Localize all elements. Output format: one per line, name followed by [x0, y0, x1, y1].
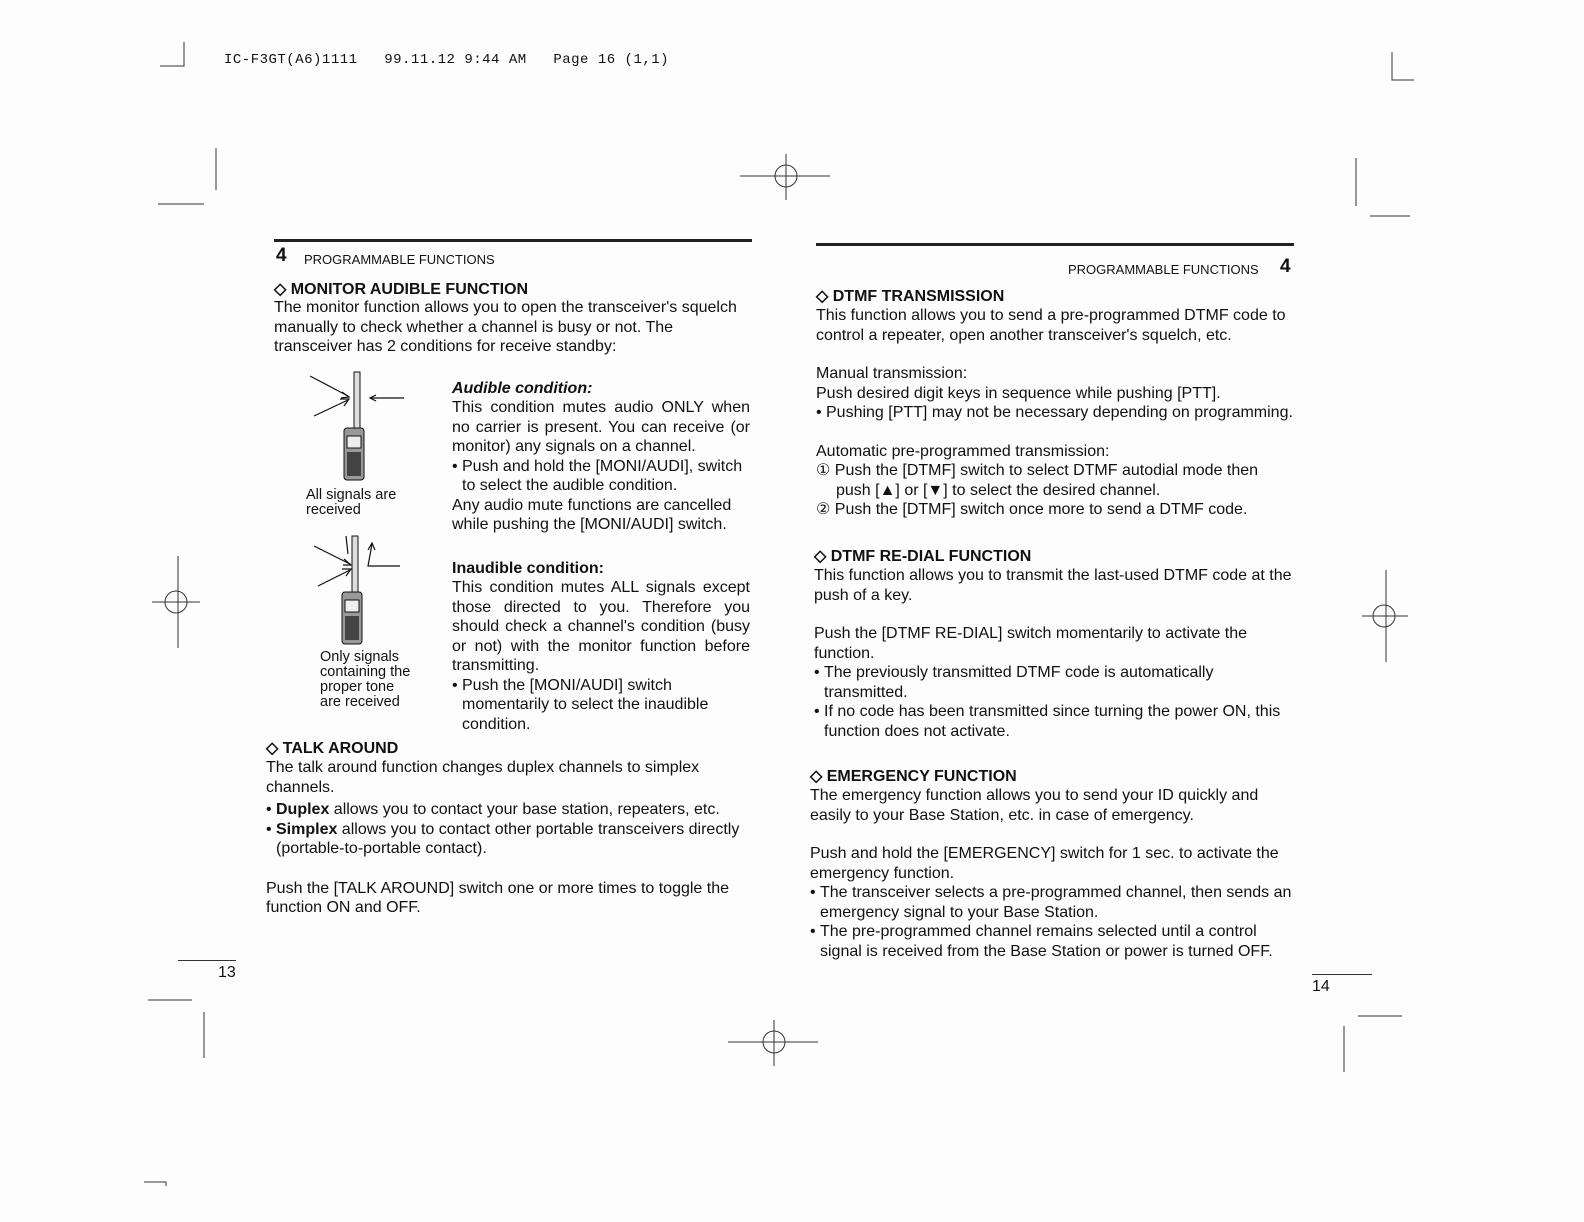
- dtmf-step-1: ① Push the [DTMF] switch to select DTMF autodial mode then push [▲] or [▼] to select the desired channel.: [816, 462, 1259, 499]
- chapter-title: PROGRAMMABLE FUNCTIONS: [304, 252, 495, 267]
- dtmf-manual-bullet: • Pushing [PTT] may not be necessary depending on programming.: [816, 403, 1294, 423]
- dtmf-step-2: ② Push the [DTMF] switch once more to send a DTMF code.: [816, 501, 1248, 518]
- dtmf-manual-text: Push desired digit keys in sequence while pushing [PTT].: [816, 384, 1221, 402]
- simplex-term: Simplex: [276, 820, 338, 838]
- redial-bullet-2: • If no code has been transmitted since turning the power ON, this function does not activate.: [814, 702, 1294, 741]
- folio-rule-right: [1312, 974, 1372, 975]
- duplex-text: allows you to contact your base station, repeaters, etc.: [329, 801, 720, 818]
- inaudible-condition-heading: Inaudible condition:: [452, 560, 604, 577]
- page-number-left: 13: [218, 964, 236, 981]
- page-number-right: 14: [1312, 978, 1330, 995]
- talk-around-bullet-duplex: [266, 800, 750, 820]
- audible-condition-note: Any audio mute functions are cancelled while pushing the [MONI/AUDI] switch.: [452, 496, 732, 533]
- header-rule-right: [816, 243, 1294, 246]
- radio-illustration-inaudible: [312, 534, 412, 646]
- figure-caption-audible: All signals are received: [306, 487, 397, 518]
- simplex-text: allows you to contact other portable transceivers directly (portable-to-portable contact).: [276, 820, 740, 857]
- figure-caption-inaudible: Only signals containing the proper tone are received: [320, 649, 411, 710]
- talk-around-bullet-simplex: [266, 820, 750, 859]
- section-heading-redial: ◇ DTMF RE-DIAL FUNCTION: [814, 548, 1032, 565]
- chapter-number-right: 4: [1280, 256, 1291, 277]
- duplex-term: Duplex: [276, 801, 330, 818]
- emergency-bullet-1: • The transceiver selects a pre-programmed channel, then sends an emergency signal to your Base Station.: [810, 883, 1292, 922]
- dtmf-intro: This function allows you to send a pre-programmed DTMF code to control a repeater, open another transceiver's squelch, etc.: [816, 307, 1286, 344]
- audible-condition-bullet: • Push and hold the [MONI/AUDI], switch to select the audible condition.: [452, 457, 750, 496]
- redial-text: Push the [DTMF RE-DIAL] switch momentarily to activate the function.: [814, 625, 1248, 662]
- print-slug: IC-F3GT(A6)1111 99.11.12 9:44 AM Page 16 (1,1): [224, 52, 670, 68]
- monitor-intro: The monitor function allows you to open the transceiver's squelch manually to check whether a channel is busy or not. The transceiver has 2 conditions for receive standby:: [274, 299, 737, 355]
- chapter-number: 4: [276, 245, 287, 266]
- redial-bullet-1: • The previously transmitted DTMF code is automatically transmitted.: [814, 663, 1294, 702]
- talk-around-closing: Push the [TALK AROUND] switch one or more times to toggle the function ON and OFF.: [266, 879, 730, 916]
- redial-intro: This function allows you to transmit the last-used DTMF code at the push of a key.: [814, 567, 1292, 604]
- emergency-intro: The emergency function allows you to send your ID quickly and easily to your Base Station, etc. in case of emergency.: [810, 787, 1259, 824]
- emergency-bullet-2: • The pre-programmed channel remains selected until a control signal is received from the Base Station or power is turned OFF.: [810, 922, 1292, 961]
- talk-around-intro: The talk around function changes duplex channels to simplex channels.: [266, 759, 700, 796]
- dtmf-manual-label: Manual transmission:: [816, 365, 968, 382]
- chapter-title-right: PROGRAMMABLE FUNCTIONS: [1068, 262, 1259, 277]
- section-heading-dtmf: ◇ DTMF TRANSMISSION: [816, 288, 1005, 305]
- radio-illustration-audible: [308, 370, 412, 482]
- folio-rule-left: [178, 960, 236, 961]
- header-rule: [274, 239, 752, 242]
- emergency-text: Push and hold the [EMERGENCY] switch for 1 sec. to activate the emergency function.: [810, 845, 1279, 882]
- audible-condition-text: This condition mutes audio ONLY when no carrier is present. You can receive (or monitor) any signals on a channel.: [452, 399, 750, 455]
- audible-condition-heading: Audible condition:: [452, 380, 593, 397]
- dtmf-auto-label: Automatic pre-programmed transmission:: [816, 442, 1110, 460]
- inaudible-condition-text: This condition mutes ALL signals except those directed to you. Therefore you should check a channel's condition (busy or not) with the monitor function before transmitting.: [452, 579, 750, 674]
- section-heading-talk-around: ◇ TALK AROUND: [266, 740, 399, 757]
- section-heading-emergency: ◇ EMERGENCY FUNCTION: [810, 768, 1017, 785]
- inaudible-condition-bullet: • Push the [MONI/AUDI] switch momentarily to select the inaudible condition.: [452, 676, 750, 735]
- section-heading-monitor: ◇ MONITOR AUDIBLE FUNCTION: [274, 281, 529, 298]
